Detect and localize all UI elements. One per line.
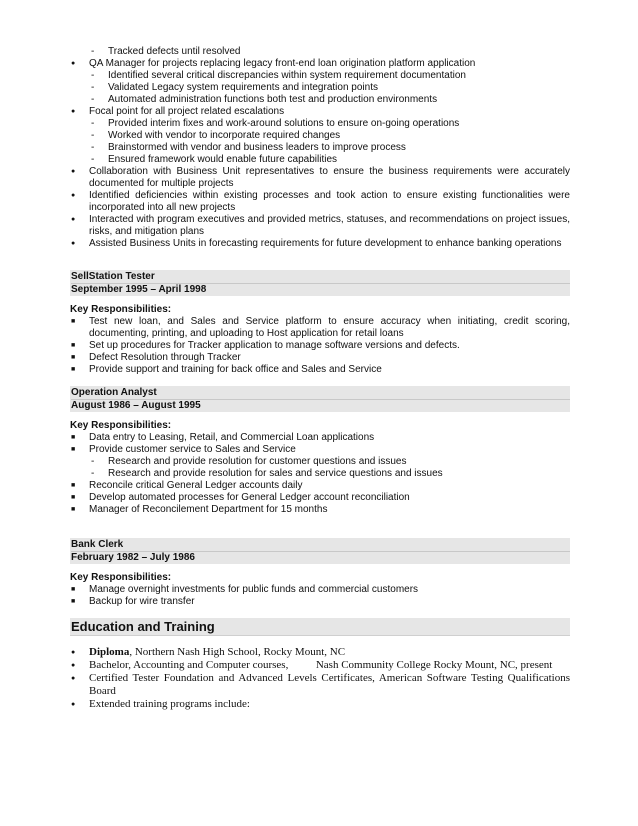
responsibility-item: ■ Test new loan, and Sales and Service platform to ensure accuracy when initiating, credit scoring, documenting, printing, and uploading to Host application for retail loans <box>70 316 570 340</box>
jobs-section <box>70 270 570 608</box>
job-block <box>70 270 570 376</box>
education-item-bold: Diploma <box>89 646 130 658</box>
job-dates: February 1982 – July 1986 <box>71 552 195 563</box>
job-header <box>70 386 570 412</box>
responsibility-item: ■ Defect Resolution through Tracker <box>70 352 570 364</box>
dash-item: - Provided interim fixes and work-around solutions to ensure on-going operations <box>70 118 570 130</box>
dash-item: - Brainstormed with vendor and business leaders to improve process <box>70 142 570 154</box>
responsibility-list <box>70 432 570 516</box>
job-title: Operation Analyst <box>71 387 570 400</box>
dash-item: - Automated administration functions both test and production environments <box>70 94 570 106</box>
education-heading: Education and Training <box>70 618 570 636</box>
education-item-text: Extended training programs include: <box>89 698 250 710</box>
bullet-item: ● QA Manager for projects replacing legacy front-end loan origination platform application <box>70 58 570 70</box>
education-item <box>70 646 570 659</box>
job-title: Bank Clerk <box>71 539 570 552</box>
key-responsibilities-label: Key Responsibilities: <box>70 304 172 315</box>
job-title: SellStation Tester <box>71 271 570 284</box>
continued-dash-list <box>70 46 570 58</box>
dash-item: - Ensured framework would enable future capabilities <box>70 154 570 166</box>
responsibility-list <box>70 316 570 376</box>
education-item-text: Certified Tester Foundation and Advanced Levels Certificates, American Software Testing Qualifications Board <box>89 672 573 697</box>
education-item <box>70 698 570 711</box>
responsibility-item: ■ Backup for wire transfer <box>70 596 570 608</box>
responsibility-item: ■ Provide customer service to Sales and Service <box>70 444 570 456</box>
bullet-item: ● Assisted Business Units in forecasting requirements for future development to enhance banking operations <box>70 238 570 250</box>
dash-item: - Research and provide resolution for sales and service questions and issues <box>70 468 570 480</box>
resume-page <box>70 46 573 711</box>
responsibility-item: ■ Develop automated processes for General Ledger account reconciliation <box>70 492 570 504</box>
bullet-item: ● Focal point for all project related escalations <box>70 106 570 118</box>
experience-bullets <box>70 58 570 250</box>
key-responsibilities-label: Key Responsibilities: <box>70 572 172 583</box>
responsibility-item: ■ Reconcile critical General Ledger accounts daily <box>70 480 570 492</box>
bullet-item: ● Collaboration with Business Unit representatives to ensure the business requirements were accurately documented for multiple projects <box>70 166 570 190</box>
job-dates: August 1986 – August 1995 <box>71 400 201 411</box>
education-item <box>70 672 573 698</box>
education-item-text: , Northern Nash High School, Rocky Mount, NC <box>129 646 346 658</box>
dash-item: - Validated Legacy system requirements and integration points <box>70 82 570 94</box>
dash-item: - Tracked defects until resolved <box>70 46 570 58</box>
responsibility-item: ■ Data entry to Leasing, Retail, and Commercial Loan applications <box>70 432 570 444</box>
responsibility-list <box>70 584 570 608</box>
education-item <box>70 659 570 672</box>
bullet-item: ● Identified deficiencies within existing processes and took action to ensure existing functionalities were incorporated into all new projects <box>70 190 570 214</box>
job-block <box>70 538 570 608</box>
responsibility-item: ■ Set up procedures for Tracker application to manage software versions and defects. <box>70 340 570 352</box>
job-dates: September 1995 – April 1998 <box>71 284 207 295</box>
dash-item: - Worked with vendor to incorporate required changes <box>70 130 570 142</box>
bullet-item: ● Interacted with program executives and provided metrics, statuses, and recommendations on project issues, risks, and mitigation plans <box>70 214 570 238</box>
job-header <box>70 538 570 564</box>
key-responsibilities-label: Key Responsibilities: <box>70 420 172 431</box>
job-block <box>70 386 570 516</box>
responsibility-item: ■ Manager of Reconcilement Department for 15 months <box>70 504 570 516</box>
education-list <box>70 646 573 711</box>
dash-item: - Research and provide resolution for customer questions and issues <box>70 456 570 468</box>
responsibility-item: ■ Manage overnight investments for public funds and commercial customers <box>70 584 570 596</box>
job-header <box>70 270 570 296</box>
responsibility-item: ■ Provide support and training for back office and Sales and Service <box>70 364 570 376</box>
education-item-text: Bachelor, Accounting and Computer courses, Nash Community College Rocky Mount, NC, present <box>89 659 553 671</box>
dash-item: - Identified several critical discrepancies within system requirement documentation <box>70 70 570 82</box>
